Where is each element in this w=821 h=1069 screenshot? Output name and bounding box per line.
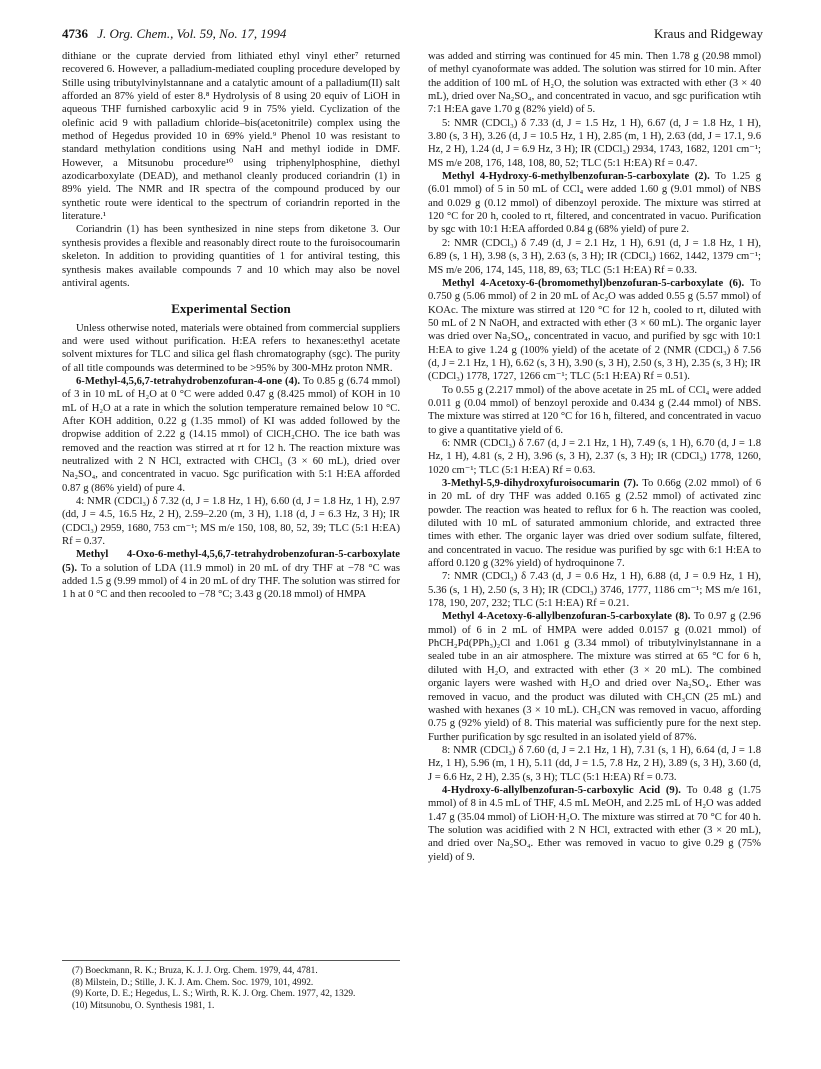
journal-citation: J. Org. Chem., Vol. 59, No. 17, 1994 (97, 26, 287, 41)
conclusion-text: Coriandrin (1) has been synthesized in nine steps from diketone 3. Our synthesis provides a flexible and reasonably direct route to the furoisocoumarin skeleton. In addition to providing quantities of 1 for antiviral testing, this synthesis makes available compounds 7 and 10 which may also be novel antiviral agents. (62, 224, 400, 289)
compound-6-title: Methyl 4-Acetoxy-6-(bromomethyl)benzofuran-5-carboxylate (6). (442, 277, 745, 289)
compound-7-paragraph (428, 477, 761, 570)
compound-2-title: Methyl 4-Hydroxy-6-methylbenzofuran-5-carboxylate (2). (442, 171, 710, 183)
compound-6-data: 6: NMR (CDCl₃) δ 7.67 (d, J = 2.1 Hz, 1 H), 7.49 (s, 1 H), 6.70 (d, J = 1.8 Hz, 1 H), 4.81 (s, 2 H), 3.96 (s, 3 H), 2.37 (s, 3 H); IR (CDCl₃) 1778, 1260, 1020 cm⁻¹; TLC (5:1 H:EA) Rf = 0.63. (428, 437, 761, 476)
compound-9-title: 4-Hydroxy-6-allylbenzofuran-5-carboxylic Acid (9). (442, 784, 681, 796)
compound-5-data: 5: NMR (CDCl₃) δ 7.33 (d, J = 1.5 Hz, 1 H), 6.67 (d, J = 1.8 Hz, 1 H), 3.80 (s, 3 H), 3.26 (d, J = 10.5 Hz, 1 H), 2.85 (m, 1 H), 2.63 (dd, J = 17.1, 9.6 Hz, 2 H), 1.24 (d, J = 6.9 Hz, 3 H); IR (CDCl₃) 2934, 1743, 1682, 1201 cm⁻¹; MS m/e 208, 176, 148, 108, 80, 52; TLC (5:1 H:EA) Rf = 0.47. (428, 117, 761, 169)
compound-5-procedure: To a solution of LDA (11.9 mmol) in 20 mL of dry THF at −78 °C was added 1.5 g (9.99 mmol) of 4 in 20 mL of dry THF. The solution was stirred for 1 h at 0 °C and then recooled to −78 °C; 3.43 g (20.18 mmol) of HMPA (62, 562, 400, 601)
compound-4-data: 4: NMR (CDCl₃) δ 7.32 (d, J = 1.8 Hz, 1 H), 6.60 (d, J = 1.8 Hz, 1 H), 2.97 (dd, J = 4.5, 16.5 Hz, 2 H), 2.59–2.20 (m, 3 H), 1.18 (d, J = 6.3 Hz, 3 H); IR (CDCl₃) 2959, 1680, 753 cm⁻¹; MS m/e 150, 108, 80, 52, 39; TLC (5:1 H:EA) Rf = 0.37. (62, 496, 400, 548)
compound-2-paragraph (428, 170, 761, 237)
compound-4-title: 6-Methyl-4,5,6,7-tetrahydrobenzofuran-4-one (4). (76, 375, 301, 387)
footnote-10: (10) Mitsunobu, O. Synthesis 1981, 1. (72, 1000, 215, 1011)
compound-6-procedure-2 (428, 384, 761, 437)
compound-5-data-paragraph (428, 117, 761, 170)
compound-9-paragraph (428, 784, 761, 864)
compound-5-continuation-text: was added and stirring was continued for 45 min. Then 1.78 g (20.98 mmol) of methyl cyanoformate was added. The solution was stirred for 10 min. After the addition of 100 mL of H₂O, the solution was extracted with ether (3 × 40 mL), dried over Na₂SO₄, and concentrated in vacuo, and sgc purification wtih 7:1 H:EA gave 1.70 g (82% yield) of 5. (428, 51, 761, 116)
compound-6-procedure-2-text: To 0.55 g (2.217 mmol) of the above acetate in 25 mL of CCl₄ were added 0.011 g (0.04 mmol) of benzoyl peroxide and 0.434 g (2.44 mmol) of NBS. The mixture was stirred at 120 °C for 16 h, filtered, and concentrated in vacuo to give a quantitative yield of 6. (428, 384, 761, 436)
compound-5-title: Methyl 4-Oxo-6-methyl-4,5,6,7-tetrahydrobenzofuran-5-carboxylate (5). (62, 549, 400, 574)
compound-6-data-paragraph (428, 437, 761, 477)
footnote-9: (9) Korte, D. E.; Hegedus, L. S.; Wirth, R. K. J. Org. Chem. 1977, 42, 1329. (72, 989, 356, 1000)
compound-9-procedure: To 0.48 g (1.75 mmol) of 8 in 4.5 mL of THF, 4.5 mL MeOH, and 2.25 mL of H₂O was added 1.47 g (35.04 mmol) of LiOH·H₂O. The mixture was stirred at 70 °C for 40 h. The solution was acidified with 2 N HCl, extracted with ether (3 × 20 mL), and dried over Na₂SO₄. Ether was removed in vacuo to give 0.29 g (75% yield) of 9. (428, 784, 761, 863)
intro-text: dithiane or the cuprate dervied from lithiated ethyl vinyl ether⁷ returned recovered 6. However, a palladium-mediated coupling procedure developed by Stille using tributylvinylstannane and a catalytic amount of a palladium(II) salt afforded an 87% yield of ester 8.⁸ Hydrolysis of 8 using 20 equiv of LiOH in aqueous THF furnished carboxylic acid 9 in 75% yield. Cyclization of the olefinic acid 9 with palladium chloride–bis(acetonitrile) complex using the method of Hegedus provided 10 in 69% yield.⁹ Phenol 10 was resistant to standard methylation conditions using NaH and methyl iodide in DMF. However, a Mitsunobu procedure¹⁰ using triphenylphosphine, diethyl azodicarboxylate (DEAD), and methanol cleanly produced coriandrin (1) in 89% yield. The NMR and IR spectra of the compound produced by our synthetic route were identical to the spectrum of coriandrin reported in the literature.¹ (62, 51, 400, 223)
compound-7-title: 3-Methyl-5,9-dihydroxyfuroisocumarin (7). (442, 478, 639, 489)
footnote-rule (62, 960, 400, 961)
header-left (62, 26, 286, 42)
footnotes (62, 960, 400, 1012)
conclusion-paragraph (62, 223, 400, 290)
compound-8-paragraph (428, 610, 761, 743)
compound-8-data: 8: NMR (CDCl₃) δ 7.60 (d, J = 2.1 Hz, 1 H), 7.31 (s, 1 H), 6.64 (d, J = 1.8 Hz, 1 H), 5.96 (m, 1 H), 5.11 (dd, J = 1.5, 7.8 Hz, 2 H), 3.89 (s, 3 H), 3.60 (d, J = 6.6 Hz, 2 H), 2.35 (s, 3 H); TLC (5:1 H:EA) Rf = 0.73. (428, 744, 761, 783)
left-column (62, 50, 400, 602)
compound-5-continuation (428, 50, 761, 117)
general-methods-paragraph (62, 322, 400, 375)
running-header (62, 26, 763, 46)
compound-7-data: 7: NMR (CDCl₃) δ 7.43 (d, J = 0.6 Hz, 1 H), 6.88 (d, J = 0.9 Hz, 1 H), 5.36 (s, 1 H), 2.50 (s, 3 H); IR (CDCl₃) 3746, 1777, 1186 cm⁻¹; MS m/e 161, 178, 190, 207, 232; TLC (5:1 H:EA) Rf = 0.21. (428, 571, 761, 610)
section-title: Experimental Section (171, 301, 291, 317)
compound-8-title: Methyl 4-Acetoxy-6-allylbenzofuran-5-carboxylate (8). (442, 611, 691, 623)
compound-7-data-paragraph (428, 570, 761, 610)
intro-paragraph (62, 50, 400, 223)
compound-4-procedure: To 0.85 g (6.74 mmol) of 3 in 10 mL of H₂O at 0 °C were added 0.47 g (8.425 mmol) of KOH in 10 mL of H₂O at a rate in which the solution temperature remained below 10 °C. After KOH addition, 0.22 g (1.35 mmol) of KI was added followed by the dropwise addition of 2.22 g (14.15 mmol) of ClCH₂CHO. The ice bath was removed and the reaction was stirred at rt for 12 h. The reaction mixture was neutralized with 2 N HCl, extracted with CHCl₃ (3 × 60 mL), dried over Na₂SO₄, and concentrated in vacuo. Sgc purification with 5:1 H:EA afforded 0.87 g (86% yield) of pure 4. (62, 375, 400, 494)
compound-2-data: 2: NMR (CDCl₃) δ 7.49 (d, J = 2.1 Hz, 1 H), 6.91 (d, J = 1.8 Hz, 1 H), 6.89 (s, 1 H), 3.98 (s, 3 H), 2.63 (s, 3 H); IR (CDCl₃) 1662, 1442, 1379 cm⁻¹; MS m/e 206, 174, 145, 118, 89, 63; TLC (5:1 H:EA) Rf = 0.33. (428, 237, 761, 276)
footnote-8: (8) Milstein, D.; Stille, J. K. J. Am. Chem. Soc. 1979, 101, 4992. (72, 977, 314, 988)
footnote-7: (7) Boeckmann, R. K.; Bruza, K. J. J. Org. Chem. 1979, 44, 4781. (72, 966, 318, 976)
compound-7-procedure: To 0.66g (2.02 mmol) of 6 in 20 mL of dry THF was added 0.165 g (2.52 mmol) of activated zinc powder. The reaction was heated to reflux for 6 h. The reaction was cooled, diluted with 10 mL of saturated ammonium chloride, and extracted three times with ether. The organic layer was dried over sodium sulfate, filtered, and concentrated in vacuo. The residue was purified by sgc with 6:1 H:EA to afford 0.120 g (32% yield) of hydroquinone 7. (428, 478, 761, 570)
compound-4-paragraph (62, 375, 400, 495)
compound-4-data-paragraph (62, 495, 400, 548)
compound-2-procedure: To 1.25 g (6.01 mmol) of 5 in 50 mL of CCl₄ were added 1.60 g (9.01 mmol) of NBS and 0.029 g (0.12 mmol) of dibenzoyl peroxide. The mixture was stirred at 120 °C for 20 h, cooled to rt, filtered, and concentrated in vacuo. Purification by sgc with 10:1 H:EA afforded 0.84 g (68% yield) of pure 2. (428, 171, 761, 236)
compound-6-paragraph (428, 277, 761, 384)
compound-6-procedure: To 0.750 g (5.06 mmol) of 2 in 20 mL of Ac₂O was added 0.55 g (5.57 mmol) of KOAc. The mixture was stirred at 120 °C for 12 h, cooled to rt, diluted with 50 mL of 2 N NaOH, and extracted with ether (3 × 60 mL). The organic layer was dried over Na₂SO₄, concentrated in vacuo, and purified by sgc with 10:1 H:EA to give 1.24 g (100% yield) of the acetate of 2 (NMR (CDCl₃) δ 7.56 (d, J = 2.1 Hz, 1 H), 6.62 (s, 3 H), 3.90 (s, 3 H), 2.50 (s, 3 H), 2.35 (s, 3 H); IR (CDCl₃) 1778, 1727, 1266 cm⁻¹; TLC (5:1 H:EA) Rf = 0.51). (428, 277, 761, 383)
compound-8-procedure: To 0.97 g (2.96 mmol) of 6 in 2 mL of HMPA were added 0.0157 g (0.021 mmol) of PhCH₂Pd(PPh₃)₂Cl and 1.061 g (3.34 mmol) of tributylvinylstannane in a sealed tube in an air atmosphere. The mixture was stirred at 65 °C for 6 h, diluted with H₂O, and extracted with ether (3 × 20 mL). The combined organic layers were washed with H₂O and dried over Na₂SO₄. Ether was removed in vacuo, and the product was diluted with CH₃CN (25 mL) and washed with hexanes (3 × 10 mL). CH₃CN was removed in vacuo, affording 0.75 g (92% yield) of 8. This material was sufficiently pure for the next step. Further purification by sgc resulted in an isolated yield of 87%. (428, 611, 761, 743)
general-methods-text: Unless otherwise noted, materials were obtained from commercial suppliers and were used without purification. H:EA refers to hexanes:ethyl acetate solvent mixtures for TLC and silica gel flash chromatography (sgc). The purity of all title compounds was determined to be >95% by 300-MHz proton NMR. (62, 322, 400, 374)
page-number: 4736 (62, 26, 88, 41)
compound-8-data-paragraph (428, 744, 761, 784)
compound-5-paragraph (62, 548, 400, 601)
right-column (428, 50, 761, 864)
compound-2-data-paragraph (428, 237, 761, 277)
header-authors: Kraus and Ridgeway (653, 26, 763, 41)
